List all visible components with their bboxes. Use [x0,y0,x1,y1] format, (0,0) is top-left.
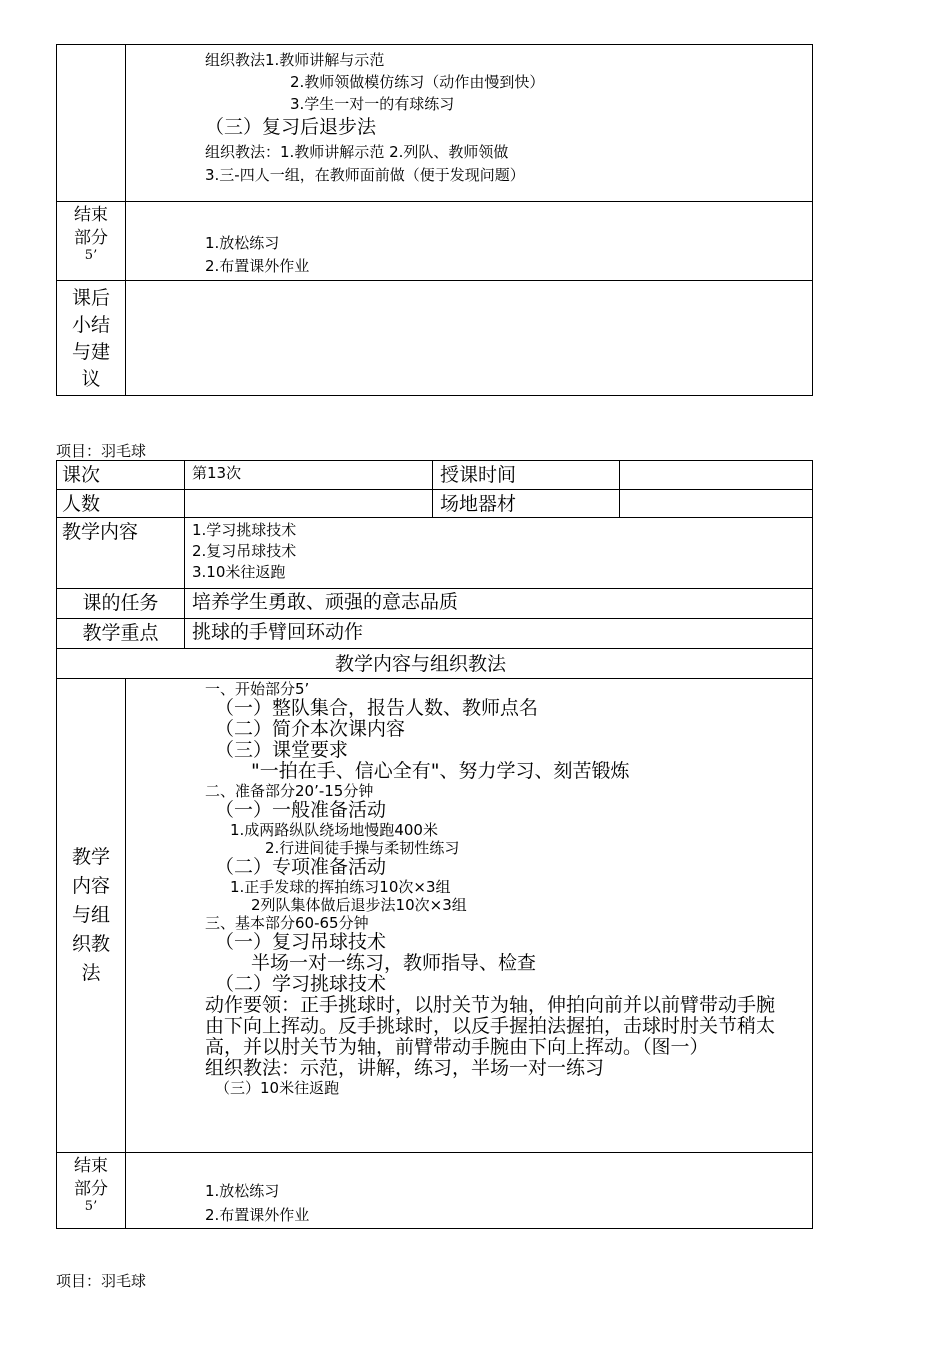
time-label: 授课时间 [433,461,620,490]
body-line: 1.成两路纵队绕场地慢跑400米 [230,821,438,839]
summary-label: 课后 小结 与建 议 [57,281,126,396]
body-line: "一拍在手、信心全有"、努力学习、刻苦锻炼 [251,760,630,782]
body-line: （三）10米往返跑 [215,1079,340,1097]
body-line: （二）简介本次课内容 [215,718,406,740]
organization-cell [126,45,813,202]
body-line: （一）整队集合，报告人数、教师点名 [215,697,539,719]
body-line: （二）学习挑球技术 [215,973,387,995]
task-label: 课的任务 [57,589,185,619]
body-line: 2列队集体做后退步法10次×3组 [251,896,467,914]
focus-value: 挑球的手臂回环动作 [185,619,813,649]
lesson-body-table [56,678,813,1229]
body-line: 动作要领：正手挑球时，以肘关节为轴，伸拍向前并以前臂带动手腕 [205,994,776,1016]
end-item: 1.放松练习 [205,1182,280,1200]
end-item: 2.布置课外作业 [205,1206,310,1224]
count-value [185,490,433,518]
lesson-no-label: 课次 [57,461,185,490]
body-line: 高，并以肘关节为轴，前臂带动手腕由下向上挥动。（图一） [205,1036,709,1058]
body-line: （三）课堂要求 [215,739,349,761]
section-title: （三）复习后退步法 [205,116,377,138]
body-line: 一、开始部分5’ [205,680,310,698]
body-line: （二）专项准备活动 [215,856,387,878]
body-line: （一）一般准备活动 [215,799,387,821]
lesson-no-value: 第13次 [185,461,433,490]
venue-value [620,490,813,518]
body-content [126,679,813,1153]
end-part-label: 结束 部分 5’ [57,202,126,281]
count-label: 人数 [57,490,185,518]
focus-label: 教学重点 [57,619,185,649]
task-value: 培养学生勇敢、顽强的意志品质 [185,589,813,619]
project-label: 项目：羽毛球 [56,442,147,460]
body-line: 2.行进间徒手操与柔韧性练习 [265,839,460,857]
end-item: 2.布置课外作业 [205,257,310,275]
label-cell-empty [57,45,126,202]
content-items: 1.学习挑球技术 2.复习吊球技术 3.10米往返跑 [185,518,813,589]
summary-content [126,281,813,396]
body-line: 组织教法：示范，讲解，练习，半场一对一练习 [205,1057,605,1079]
footer-project-label: 项目：羽毛球 [56,1272,147,1290]
end-item: 1.放松练习 [205,234,280,252]
org-line: 3.三-四人一组，在教师面前做（便于发现问题） [205,166,525,184]
time-value [620,461,813,490]
org-line: 组织教法1.教师讲解与示范 [205,51,385,69]
venue-label: 场地器材 [433,490,620,518]
continued-lesson-table [56,44,813,396]
body-line: 二、准备部分20’-15分钟 [205,782,374,800]
section-header: 教学内容与组织教法 [57,649,813,679]
lesson-header-table [56,460,813,679]
end-part-content [126,1153,813,1229]
org-line: 组织教法：1.教师讲解示范 2.列队、教师领做 [205,143,509,161]
body-line: 三、基本部分60-65分钟 [205,914,369,932]
end-part-label: 结束 部分 5’ [57,1153,126,1229]
body-line: （一）复习吊球技术 [215,931,387,953]
body-line: 由下向上挥动。反手挑球时，以反手握拍法握拍，击球时肘关节稍太 [205,1015,776,1037]
org-line: 2.教师领做模仿练习（动作由慢到快） [290,73,545,91]
body-line: 1.正手发球的挥拍练习10次×3组 [230,878,451,896]
content-label: 教学内容 [57,518,185,589]
org-line: 3.学生一对一的有球练习 [290,95,455,113]
end-part-content [126,202,813,281]
body-label: 教学 内容 与组 织教 法 [57,679,126,1153]
body-line: 半场一对一练习，教师指导、检查 [251,952,537,974]
